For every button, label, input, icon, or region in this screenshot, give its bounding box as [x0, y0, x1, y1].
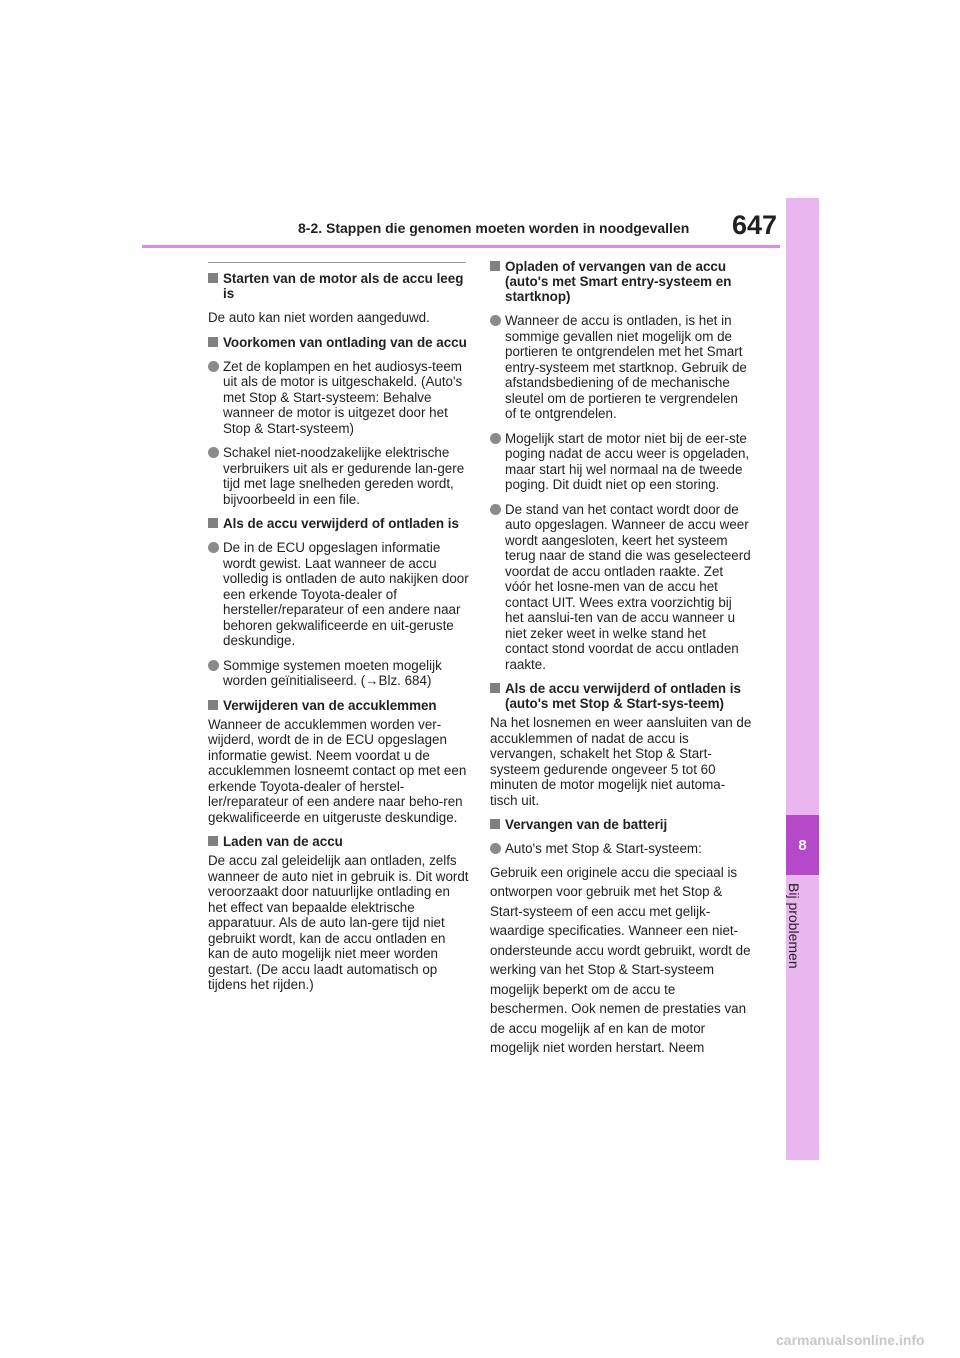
bullet-item — [490, 841, 752, 857]
chapter-side-tab — [786, 198, 819, 1160]
bullet-item — [490, 431, 752, 493]
section-heading — [208, 834, 470, 849]
circle-bullet-icon — [208, 660, 219, 671]
bullet-text: Auto's met Stop & Start-systeem: — [505, 841, 702, 856]
bullet-item — [490, 313, 752, 422]
heading-text: Opladen of vervangen van de accu (auto's met Smart entry-systeem en startknop) — [505, 259, 732, 304]
heading-text: Laden van de accu — [223, 834, 343, 849]
chapter-number-badge: 8 — [786, 815, 819, 875]
square-bullet-icon — [490, 261, 500, 271]
paragraph: De accu zal geleidelijk aan ontladen, zelfs wanneer de auto niet in gebruik is. Dit wordt veroorzaakt door natuurlijke ontlading en het effect van bepaalde elektrische apparatuur. Als de auto lan-gere tijd niet gebruikt wordt, kan de accu ontladen en kan de auto mogelijk niet meer worden gestart. (De accu laadt automatisch op tijdens het rijden.) — [208, 853, 469, 992]
column-top-rule — [208, 262, 466, 263]
bullet-text: Schakel niet-noodzakelijke elektrische verbruikers uit als er gedurende lan-gere tijd met lage snelheden gereden wordt, bijvoorbeeld in een file. — [223, 445, 465, 507]
paragraph: De auto kan niet worden aangeduwd. — [208, 310, 430, 325]
right-column — [490, 259, 752, 1058]
heading-text: Als de accu verwijderd of ontladen is — [223, 516, 459, 531]
section-heading — [208, 335, 470, 350]
heading-text: Starten van de motor als de accu leeg is — [223, 271, 464, 301]
chapter-title-label: Bij problemen — [786, 883, 802, 969]
square-bullet-icon — [208, 518, 218, 528]
heading-text: Verwijderen van de accuklemmen — [223, 697, 437, 713]
page-number: 647 — [732, 210, 778, 240]
section-heading — [208, 271, 470, 301]
square-bullet-icon — [490, 683, 500, 693]
square-bullet-icon — [208, 273, 218, 283]
bullet-item — [208, 540, 470, 649]
circle-bullet-icon — [490, 504, 501, 515]
bullet-text: Sommige systemen moeten mogelijk worden geïnitialiseerd. (→Blz. 684) — [223, 657, 442, 688]
bullet-item — [208, 658, 470, 689]
left-column — [208, 268, 470, 993]
section-heading — [490, 681, 752, 711]
section-heading — [208, 698, 470, 713]
bullet-item — [208, 359, 470, 437]
circle-bullet-icon — [490, 843, 501, 854]
section-heading — [490, 259, 752, 304]
paragraph: Wanneer de accuklemmen worden ver-wijderd, wordt de in de ECU opgeslagen informatie gewist. Neem voordat u de accuklemmen losneemt contact op met een erkende Toyota-dealer of herstel-ler/reparateur of een andere naar beho-ren gekwalificeerde en uitgeruste deskundige. — [208, 716, 467, 825]
bullet-text: Mogelijk start de motor niet bij de eer-ste poging nadat de accu weer is opgeladen, maar start hij wel normaal na de tweede poging. Dit duidt niet op een storing. — [505, 430, 750, 492]
circle-bullet-icon — [490, 315, 501, 326]
circle-bullet-icon — [208, 361, 219, 372]
paragraph: Na het losnemen en weer aansluiten van de accuklemmen of nadat de accu is vervangen, schakelt het Stop & Start-systeem gedurende ongeveer 5 tot 60 minuten de motor mogelijk niet automa-tisch uit. — [490, 715, 752, 808]
header-rule — [142, 245, 780, 248]
section-heading — [490, 817, 752, 832]
section-header-title: 8-2. Stappen die genomen moeten worden in noodgevallen — [298, 220, 690, 236]
heading-text: Als de accu verwijderd of ontladen is (auto's met Stop & Start-sys-teem) — [505, 681, 741, 711]
bullet-item — [490, 502, 752, 673]
heading-text: Vervangen van de batterij — [505, 817, 668, 832]
bullet-text: Wanneer de accu is ontladen, is het in sommige gevallen niet mogelijk om de portieren te ontgrendelen met het Smart entry-systeem met startknop. Gebruik de afstandsbediening of de mechanische sleutel om de portieren te vergrendelen of te ontgrendelen. — [505, 313, 747, 421]
square-bullet-icon — [208, 700, 218, 710]
square-bullet-icon — [208, 836, 218, 846]
bullet-text: De stand van het contact wordt door de auto opgeslagen. Wanneer de accu weer wordt aangesloten, keert het systeem terug naar de stand die was geselecteerd voordat de accu ontladen raakte. Zet vóór het losne-men van de accu het contact UIT. Wees extra voorzichtig bij het aanslui-ten van de accu wanneer u niet zeker weet in welke stand het contact stond voordat de accu ontladen raakte. — [505, 501, 751, 672]
circle-bullet-icon — [490, 433, 501, 444]
square-bullet-icon — [490, 819, 500, 829]
circle-bullet-icon — [208, 542, 219, 553]
watermark: carmanualsonline.info — [776, 1332, 925, 1348]
bullet-item — [208, 445, 470, 507]
paragraph: Gebruik een originele accu die speciaal is ontworpen voor gebruik met het Stop & Start-systeem of een accu met gelijk-waardige specificaties. Wanneer een niet-ondersteunde accu wordt gebruikt, wordt de werking van het Stop & Start-systeem mogelijk beperkt om de accu te beschermen. Ook nemen de prestaties van de accu mogelijk af en kan de motor mogelijk niet worden herstart. Neem — [490, 864, 751, 1055]
section-heading — [208, 516, 470, 531]
bullet-text: Zet de koplampen en het audiosys-teem uit als de motor is uitgeschakeld. (Auto's met Stop & Start-systeem: Behalve wanneer de motor is uitgezet door het Stop & Start-systeem) — [223, 358, 463, 436]
heading-text: Voorkomen van ontlading van de accu — [223, 334, 467, 350]
circle-bullet-icon — [208, 447, 219, 458]
bullet-text: De in de ECU opgeslagen informatie wordt gewist. Laat wanneer de accu volledig is ontladen de auto nakijken door een erkende Toyota-dealer of hersteller/reparateur of een andere naar behoren gekwalificeerde en uit-geruste deskundige. — [223, 540, 469, 648]
square-bullet-icon — [208, 337, 218, 347]
